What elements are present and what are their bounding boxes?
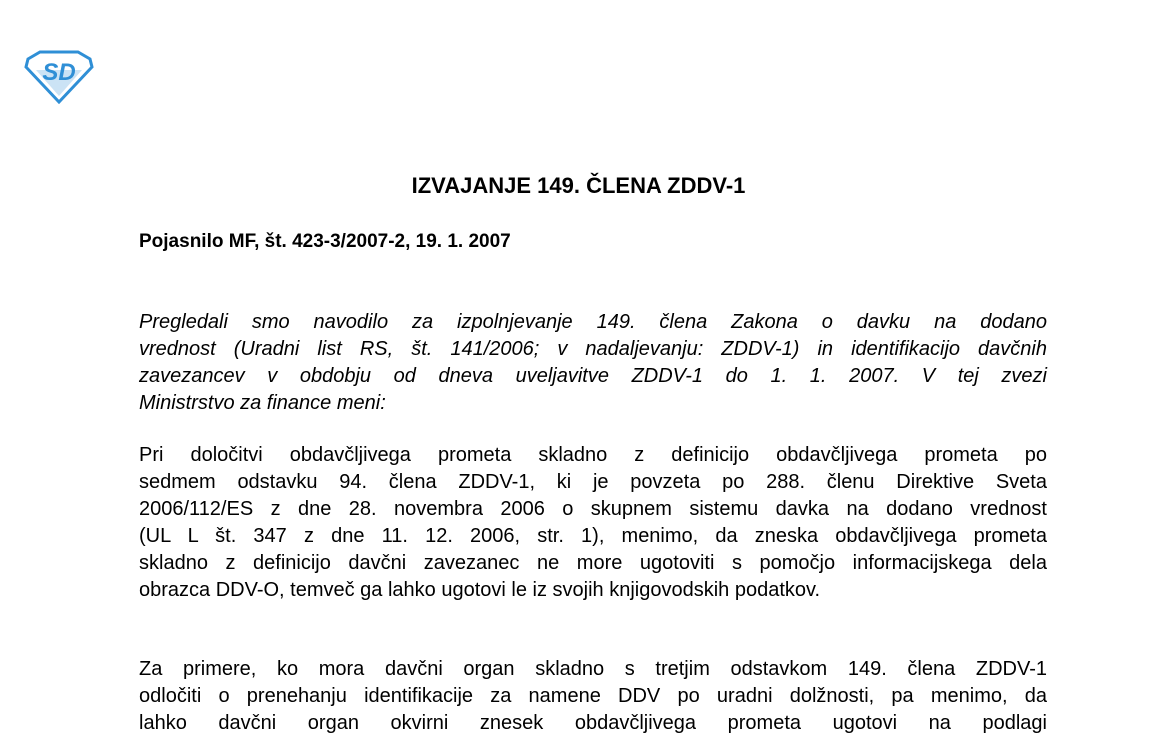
paragraph-line: sedmem odstavku 94. člena ZDDV-1, ki je povzeta po 288. členu Direktive Sveta <box>139 471 1047 493</box>
paragraph-intro <box>139 309 1047 417</box>
paragraph-line: zavezancev v obdobju od dneva uveljavitve ZDDV-1 do 1. 1. 2007. V tej zvezi <box>139 365 1047 387</box>
paragraph-line: Ministrstvo za finance meni: <box>139 392 386 414</box>
paragraph-line: lahko davčni organ okvirni znesek obdavčljivega prometa ugotovi na podlagi <box>139 712 1047 734</box>
paragraph-line: skladno z definicijo davčni zavezanec ne more ugotoviti s pomočjo informacijskega dela <box>139 552 1047 574</box>
logo-monogram: SD <box>42 59 76 86</box>
paragraph-line: obrazca DDV-O, temveč ga lahko ugotovi le iz svojih knjigovodskih podatkov. <box>139 579 821 601</box>
paragraph-line: Pri določitvi obdavčljivega prometa skladno z definicijo obdavčljivega prometa po <box>139 444 1047 466</box>
paragraph-line: vrednost (Uradni list RS, št. 141/2006; v nadaljevanju: ZDDV-1) in identifikacijo davčnih <box>139 338 1047 360</box>
document-subtitle: Pojasnilo MF, št. 423-3/2007-2, 19. 1. 2007 <box>139 231 511 252</box>
paragraph-line: odločiti o prenehanju identifikacije za namene DDV po uradni dolžnosti, pa menimo, da <box>139 685 1047 707</box>
paragraph-line: (UL L št. 347 z dne 11. 12. 2006, str. 1), menimo, da zneska obdavčljivega prometa <box>139 525 1047 547</box>
paragraph-line: Za primere, ko mora davčni organ skladno s tretjim odstavkom 149. člena ZDDV-1 <box>139 658 1047 680</box>
sd-shield-logo-icon <box>22 50 96 104</box>
document-title: IZVAJANJE 149. ČLENA ZDDV-1 <box>411 173 746 198</box>
paragraph-line: Pregledali smo navodilo za izpolnjevanje 149. člena Zakona o davku na dodano <box>139 311 1047 333</box>
paragraph-cases <box>139 656 1047 737</box>
paragraph-determination <box>139 442 1047 604</box>
paragraph-line: 2006/112/ES z dne 28. novembra 2006 o skupnem sistemu davka na dodano vrednost <box>139 498 1047 520</box>
